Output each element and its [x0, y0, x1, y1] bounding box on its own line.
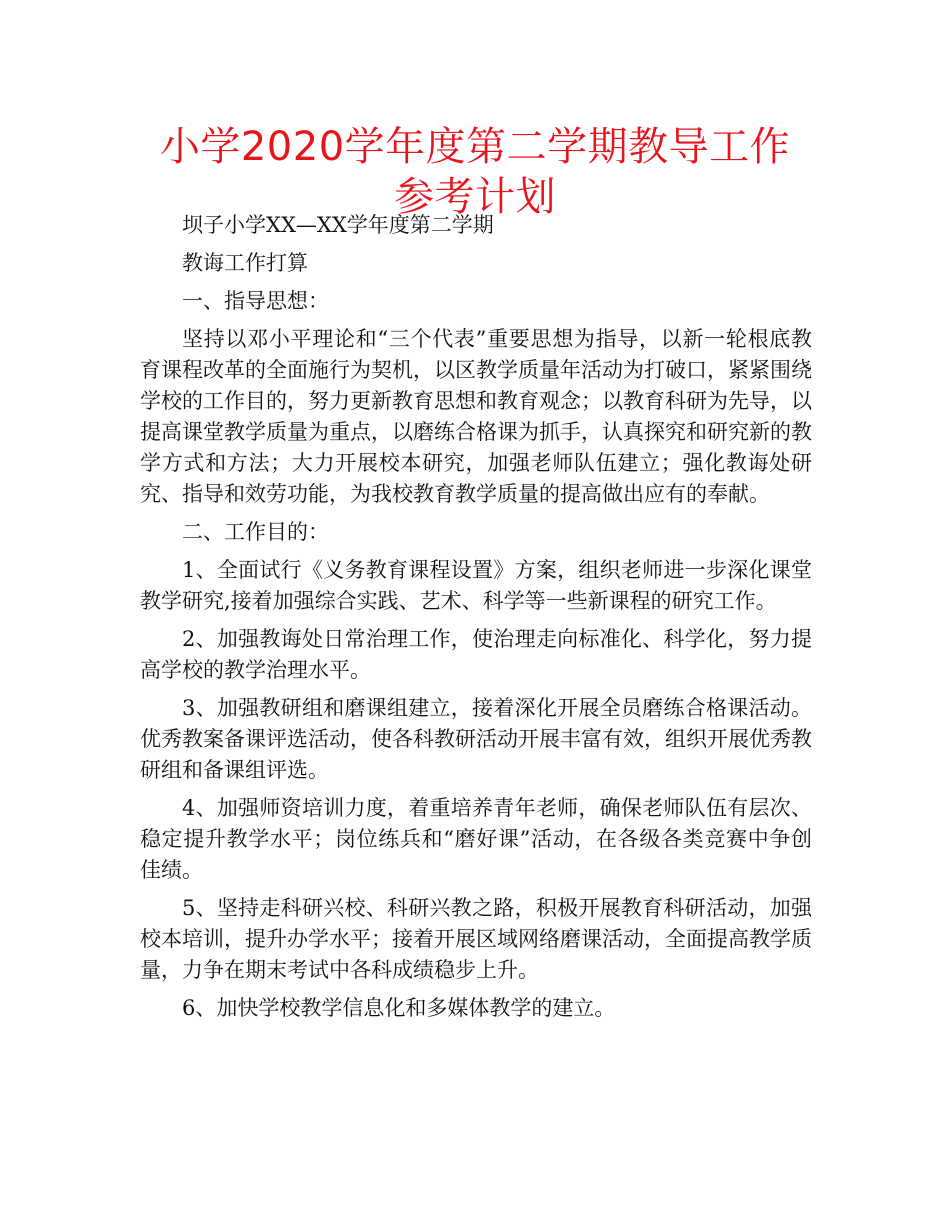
paragraph-school-term: 坝子小学XX—XX学年度第二学期: [182, 213, 494, 237]
paragraph-goal-1: 1、全面试行《义务教育课程设置》方案，组织老师进一步深化课堂教学研究,接着加强综合实践、艺术、科学等一些新课程的研究工作。: [140, 558, 812, 613]
paragraph-goal-5: 5、坚持走科研兴校、科研兴教之路，积极开展教育科研活动，加强校本培训，提升办学水平；接着开展区域网络磨课活动，全面提高教学质量，力争在期末考试中各科成绩稳步上升。: [140, 896, 812, 982]
paragraph-goal-2: 2、加强教诲处日常治理工作，使治理走向标准化、科学化，努力提高学校的教学治理水平。: [140, 627, 812, 682]
paragraph-goal-6: 6、加快学校教学信息化和多媒体教学的建立。: [182, 996, 616, 1020]
paragraph-goal-3: 3、加强教研组和磨课组建立，接着深化开展全员磨练合格课活动。优秀教案备课评选活动，使各科教研活动开展丰富有效，组织开展优秀教研组和备课组评选。: [140, 696, 812, 782]
document-title: 小学2020学年度第二学期教导工作参考计划: [159, 124, 791, 220]
section-heading-work-goals: 二、工作目的：: [182, 520, 329, 544]
paragraph-goal-4: 4、加强师资培训力度，着重培养青年老师，确保老师队伍有层次、稳定提升教学水平；岗位练兵和“磨好课”活动，在各级各类竞赛中争创佳绩。: [140, 796, 812, 882]
paragraph-plan-heading: 教诲工作打算: [182, 251, 308, 275]
document-body: [140, 210, 812, 1024]
section-heading-guiding-ideology: 一、指导思想：: [182, 289, 329, 313]
paragraph-guiding-ideology: 坚持以邓小平理论和“三个代表”重要思想为指导，以新一轮根底教育课程改革的全面施行为契机，以区教学质量年活动为打破口，紧紧围绕学校的工作目的，努力更新教育思想和教育观念；以教育科研为先导，以提高课堂教学质量为重点，以磨练合格课为抓手，认真探究和研究新的教学方式和方法；大力开展校本研究，加强老师队伍建立；强化教诲处研究、指导和效劳功能，为我校教育教学质量的提高做出应有的奉献。: [140, 327, 812, 506]
